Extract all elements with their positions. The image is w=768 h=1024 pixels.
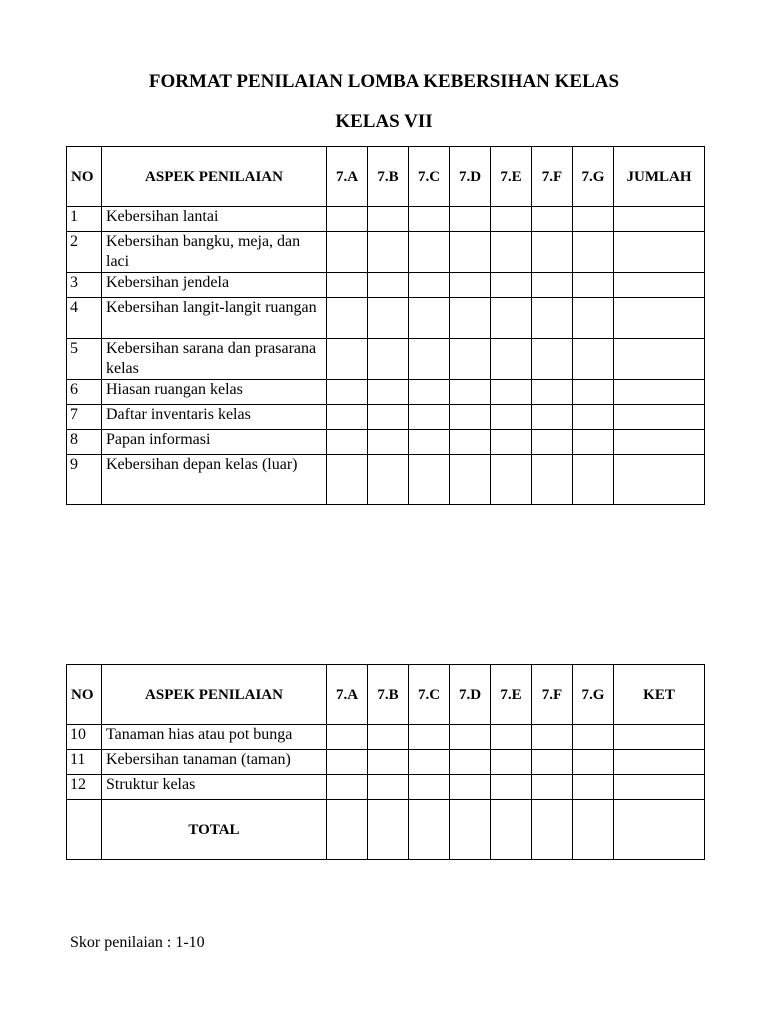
score-cell[interactable] — [491, 455, 532, 505]
header-aspek: ASPEK PENILAIAN — [102, 147, 327, 207]
score-cell[interactable] — [409, 273, 450, 298]
score-cell[interactable] — [532, 273, 573, 298]
score-cell[interactable] — [409, 232, 450, 273]
score-cell[interactable] — [532, 405, 573, 430]
score-cell[interactable] — [532, 232, 573, 273]
row-aspect: Hiasan ruangan kelas — [102, 380, 327, 405]
score-cell[interactable] — [368, 430, 409, 455]
total-cell[interactable] — [614, 430, 705, 455]
score-cell[interactable] — [368, 339, 409, 380]
score-cell[interactable] — [327, 232, 368, 273]
score-cell[interactable] — [491, 775, 532, 800]
header-no: NO — [67, 665, 102, 725]
table-row — [67, 725, 705, 750]
score-cell[interactable] — [327, 405, 368, 430]
score-cell[interactable] — [532, 455, 573, 505]
row-aspect: Daftar inventaris kelas — [102, 405, 327, 430]
score-cell[interactable] — [409, 339, 450, 380]
row-number: 6 — [67, 380, 102, 405]
row-number: 12 — [67, 775, 102, 800]
table-row — [67, 455, 705, 505]
header-7b: 7.B — [368, 147, 409, 207]
table-row — [67, 273, 705, 298]
score-cell[interactable] — [491, 725, 532, 750]
score-cell[interactable] — [368, 273, 409, 298]
score-cell[interactable] — [532, 380, 573, 405]
score-cell[interactable] — [450, 455, 491, 505]
score-cell[interactable] — [368, 405, 409, 430]
score-cell[interactable] — [532, 298, 573, 339]
row-number: 10 — [67, 725, 102, 750]
row-aspect: Kebersihan sarana dan prasarana kelas — [102, 339, 327, 380]
score-cell[interactable] — [368, 207, 409, 232]
score-cell[interactable] — [327, 298, 368, 339]
score-cell[interactable] — [409, 750, 450, 775]
score-cell[interactable] — [573, 455, 614, 505]
score-cell[interactable] — [532, 207, 573, 232]
row-number: 8 — [67, 430, 102, 455]
score-cell[interactable] — [409, 775, 450, 800]
score-cell[interactable] — [368, 775, 409, 800]
header-7f: 7.F — [532, 665, 573, 725]
score-cell[interactable] — [573, 339, 614, 380]
table-row — [67, 232, 705, 273]
score-cell[interactable] — [532, 430, 573, 455]
score-cell[interactable] — [327, 800, 368, 860]
ket-cell[interactable] — [614, 725, 705, 750]
row-aspect: Kebersihan bangku, meja, dan laci — [102, 232, 327, 273]
row-number: 4 — [67, 298, 102, 339]
total-cell[interactable] — [614, 380, 705, 405]
table-row — [67, 405, 705, 430]
score-cell[interactable] — [573, 273, 614, 298]
score-cell[interactable] — [368, 750, 409, 775]
score-cell[interactable] — [450, 800, 491, 860]
score-note: Skor penilaian : 1-10 — [70, 934, 205, 951]
row-aspect: Tanaman hias atau pot bunga — [102, 725, 327, 750]
score-cell[interactable] — [573, 750, 614, 775]
total-cell[interactable] — [614, 455, 705, 505]
score-cell[interactable] — [409, 455, 450, 505]
assessment-table-2 — [66, 664, 705, 860]
header-7g: 7.G — [573, 665, 614, 725]
score-cell[interactable] — [573, 207, 614, 232]
row-aspect: Kebersihan jendela — [102, 273, 327, 298]
header-7c: 7.C — [409, 147, 450, 207]
score-cell[interactable] — [409, 800, 450, 860]
score-cell[interactable] — [409, 380, 450, 405]
score-cell[interactable] — [491, 339, 532, 380]
row-number: 7 — [67, 405, 102, 430]
table-row — [67, 430, 705, 455]
score-cell[interactable] — [532, 800, 573, 860]
score-cell[interactable] — [491, 298, 532, 339]
score-cell[interactable] — [327, 775, 368, 800]
score-cell[interactable] — [491, 405, 532, 430]
score-cell[interactable] — [327, 207, 368, 232]
header-7c: 7.C — [409, 665, 450, 725]
total-blank-cell — [67, 800, 102, 860]
score-cell[interactable] — [450, 380, 491, 405]
row-number: 1 — [67, 207, 102, 232]
table-header-row — [67, 147, 705, 207]
score-cell[interactable] — [532, 725, 573, 750]
ket-cell[interactable] — [614, 775, 705, 800]
score-cell[interactable] — [573, 725, 614, 750]
total-label: TOTAL — [102, 800, 327, 860]
score-cell[interactable] — [327, 750, 368, 775]
score-cell[interactable] — [491, 750, 532, 775]
score-cell[interactable] — [450, 430, 491, 455]
score-cell[interactable] — [327, 339, 368, 380]
header-7e: 7.E — [491, 147, 532, 207]
score-cell[interactable] — [368, 298, 409, 339]
score-cell[interactable] — [368, 800, 409, 860]
score-cell[interactable] — [327, 725, 368, 750]
score-cell[interactable] — [409, 725, 450, 750]
document-subtitle: KELAS VII — [335, 111, 433, 132]
score-cell[interactable] — [532, 775, 573, 800]
total-row — [67, 800, 705, 860]
table-row — [67, 207, 705, 232]
row-number: 11 — [67, 750, 102, 775]
header-7g: 7.G — [573, 147, 614, 207]
score-cell[interactable] — [327, 430, 368, 455]
header-7f: 7.F — [532, 147, 573, 207]
score-cell[interactable] — [491, 800, 532, 860]
score-cell[interactable] — [368, 455, 409, 505]
table-row — [67, 298, 705, 339]
ket-cell[interactable] — [614, 800, 705, 860]
header-7b: 7.B — [368, 665, 409, 725]
header-7a: 7.A — [327, 147, 368, 207]
row-number: 2 — [67, 232, 102, 273]
row-number: 5 — [67, 339, 102, 380]
score-cell[interactable] — [491, 232, 532, 273]
row-number: 9 — [67, 455, 102, 505]
score-cell[interactable] — [573, 380, 614, 405]
row-number: 3 — [67, 273, 102, 298]
score-cell[interactable] — [491, 380, 532, 405]
score-cell[interactable] — [409, 207, 450, 232]
row-aspect: Kebersihan depan kelas (luar) — [102, 455, 327, 505]
score-cell[interactable] — [491, 273, 532, 298]
score-cell[interactable] — [450, 750, 491, 775]
row-aspect: Kebersihan lantai — [102, 207, 327, 232]
score-cell[interactable] — [450, 405, 491, 430]
ket-cell[interactable] — [614, 750, 705, 775]
score-cell[interactable] — [491, 207, 532, 232]
header-7d: 7.D — [450, 665, 491, 725]
total-cell[interactable] — [614, 298, 705, 339]
row-aspect: Kebersihan tanaman (taman) — [102, 750, 327, 775]
score-cell[interactable] — [450, 273, 491, 298]
score-cell[interactable] — [573, 430, 614, 455]
document-title: FORMAT PENILAIAN LOMBA KEBERSIHAN KELAS — [148, 71, 620, 92]
score-cell[interactable] — [409, 298, 450, 339]
row-aspect: Kebersihan langit-langit ruangan — [102, 298, 327, 339]
score-cell[interactable] — [450, 339, 491, 380]
score-cell[interactable] — [573, 800, 614, 860]
score-cell[interactable] — [450, 298, 491, 339]
score-cell[interactable] — [573, 405, 614, 430]
score-cell[interactable] — [532, 750, 573, 775]
header-7a: 7.A — [327, 665, 368, 725]
score-cell[interactable] — [409, 430, 450, 455]
header-no: NO — [67, 147, 102, 207]
total-cell[interactable] — [614, 405, 705, 430]
score-cell[interactable] — [368, 380, 409, 405]
score-cell[interactable] — [573, 232, 614, 273]
score-cell[interactable] — [450, 232, 491, 273]
table-header-row — [67, 665, 705, 725]
header-7e: 7.E — [491, 665, 532, 725]
score-cell[interactable] — [327, 455, 368, 505]
total-cell[interactable] — [614, 273, 705, 298]
table-row — [67, 339, 705, 380]
row-aspect: Struktur kelas — [102, 775, 327, 800]
score-cell[interactable] — [368, 725, 409, 750]
score-cell[interactable] — [491, 430, 532, 455]
table-row — [67, 750, 705, 775]
score-cell[interactable] — [327, 380, 368, 405]
header-ket: KET — [614, 665, 705, 725]
assessment-table-1 — [66, 146, 705, 505]
header-jumlah: JUMLAH — [614, 147, 705, 207]
header-aspek: ASPEK PENILAIAN — [102, 665, 327, 725]
score-cell[interactable] — [573, 775, 614, 800]
table-row — [67, 775, 705, 800]
row-aspect: Papan informasi — [102, 430, 327, 455]
table-row — [67, 380, 705, 405]
score-cell[interactable] — [532, 339, 573, 380]
score-cell[interactable] — [327, 273, 368, 298]
score-cell[interactable] — [409, 405, 450, 430]
total-cell[interactable] — [614, 207, 705, 232]
score-cell[interactable] — [450, 207, 491, 232]
header-7d: 7.D — [450, 147, 491, 207]
total-cell[interactable] — [614, 339, 705, 380]
score-cell[interactable] — [450, 725, 491, 750]
score-cell[interactable] — [368, 232, 409, 273]
score-cell[interactable] — [573, 298, 614, 339]
score-cell[interactable] — [450, 775, 491, 800]
total-cell[interactable] — [614, 232, 705, 273]
